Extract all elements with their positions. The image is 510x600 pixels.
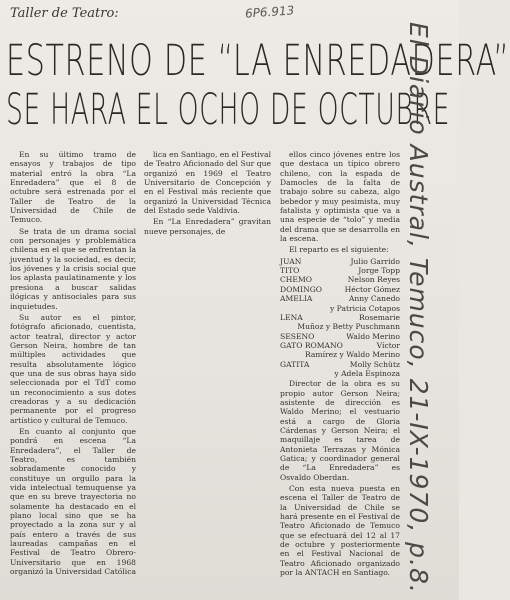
cast-actor: Anny Canedo [348,294,400,304]
cast-row [280,332,400,341]
paragraph: ellos cinco jóvenes entre los que destaca un típico obrero chileno, con la espada de Damocles de la falta de trabajo sobre su cabeza, algo bebedor y muy pesimista, muy fatalista y optimista que va a una especie de “tolo” y media del drama que se desarrolla en la escena. [280,150,400,244]
headline-line-2: SE HARA EL OCHO DE OCTUBRE [6,85,451,135]
handwritten-source-note: El Diario Austral, Temuco, 21-IX-1970, p.8. [404,22,433,594]
cast-row [280,350,400,359]
handwritten-annotation [398,22,458,594]
cast-actor: Jorge Topp [358,266,400,276]
cast-list [280,257,400,378]
cast-row [280,360,400,369]
paragraph: En cuanto al conjunto que pondrá en escena “La Enredadera”, el Taller de Teatro, es también sobradamente conocido y constituye un orgullo para la vida intelectual temuquense ya que en su breve trayectoria no solamente ha destacado en el plano local sino que se ha proyectado a la zona sur y al país entero a través de sus laureadas campañas en el Festival de Teatro Obrero-Universitario que en 1968 organizó la Universidad Católica [10,426,136,577]
cast-actor: Waldo Merino [346,331,400,341]
cast-row [280,275,400,284]
cast-row [280,322,400,331]
paragraph: lica en Santiago, en el Festival de Teatro Aficionado del Sur que organizó en 1969 el Teatro Universitario de Concepción y en el Festival más reciente que organizó la Universidad Técnica del Estado sede Valdivia. [144,150,271,216]
cast-row [280,285,400,294]
cast-row [280,266,400,275]
cast-role: JUAN [280,256,302,266]
cast-role: AMELIA [280,294,313,304]
cast-row [280,257,400,266]
cast-role: GATITA [280,359,310,369]
cast-actor: Julio Garrido [350,256,400,266]
article-column-3 [280,150,400,598]
section-kicker: Taller de Teatro: [10,6,119,21]
archive-reference: 6P6.913 [244,3,295,21]
paragraph: Su autor es el pintor, fotógrafo aficionado, cuentista, actor teatral, director y actor Gerson Neira, hombre de tan múltiples actividades que resulta absolutamente lógico que una de sus obras haya sido seleccionada por el TdT como un reconocimiento a sus dotes creadoras y a su dedicación permanente por el progreso artístico y cultural de Temuco. [10,312,136,425]
paragraph: El reparto es el siguiente: [289,245,389,255]
paragraph: En “La Enredadera” gravitan nueve personajes, de [144,217,271,236]
cast-actor: Rosemarie [359,312,400,322]
cast-actor: Molly Schütz [349,359,400,369]
paragraph: Con esta nueva puesta en escena el Taller de Teatro de la Universidad de Chile se hará presente en el Festival de Teatro Aficionado de Temuco que se efectuará del 12 al 17 de octubre y posteriormente en el Festival Nacional de Teatro Aficionado organizado por la ANTACH en Santiago. [280,484,400,578]
cast-row [280,313,400,322]
article-column-2 [144,150,271,270]
cast-actor: y Patricia Cotapos [329,303,400,313]
paragraph: Director de la obra es su propio autor Gerson Neira; asistente de dirección es Waldo Merino; el vestuario está a cargo de Gloria Cárdenas y Gerson Neira; el maquillaje es tarea de Antonieta Terrazas y Mónica Gatica; y coordinador general de “La Enredadera” es Osvaldo Oberdan. [280,379,400,482]
cast-actor: Nelson Reyes [347,275,400,285]
cast-actor: Héctor Gómez [344,284,400,294]
cast-actor: Ramírez y Waldo Merino [304,350,400,360]
paragraph: En su último tramo de ensayos y trabajos de tipo material entró la obra “La Enredadera” que el 8 de octubre será estrenada por el Taller de Teatro de la Universidad de Chile de Temuco. [10,150,136,225]
article-column-1 [10,150,136,598]
cast-row [280,294,400,303]
cast-actor: Víctor [376,340,400,350]
cast-actor: Muñoz y Betty Puschmann [297,322,400,332]
paragraph: Se trata de un drama social con personajes y problemática chilena en el que se enfrentan la juventud y la sociedad, es decir, los jóvenes y la crisis social que los aplasta paulatinamente y los presiona a buscar salidas ilógicas y antisociales para sus inquietudes. [10,226,136,311]
cast-role: TITO [280,266,300,276]
cast-row [280,369,400,378]
headline-line-1: ESTRENO DE “LA ENREDADERA” [6,36,510,86]
cast-row [280,341,400,350]
cast-actor: y Adela Espinoza [334,368,400,378]
cast-role: LENA [280,312,303,322]
cast-role: CHEMO [280,275,312,285]
cast-role: GATO ROMANO [280,340,343,350]
cast-role: SESENO [280,331,315,341]
cast-role: DOMINGO [280,284,323,294]
cast-row [280,304,400,313]
